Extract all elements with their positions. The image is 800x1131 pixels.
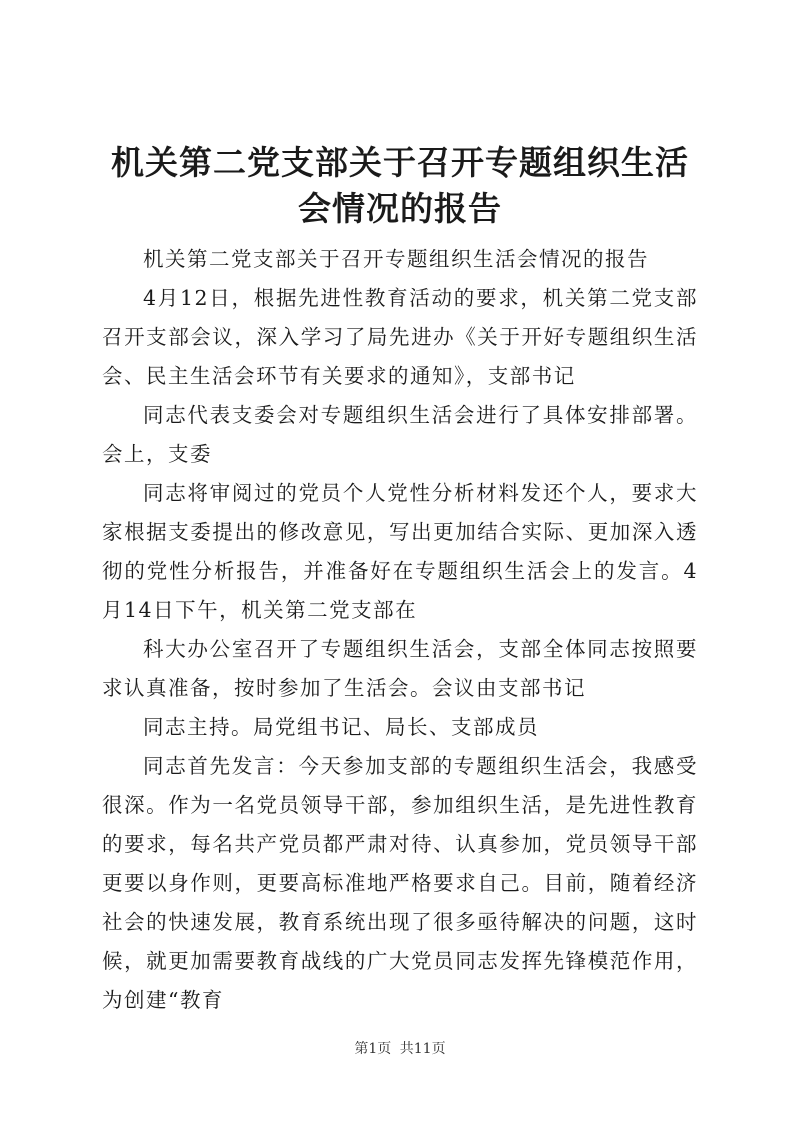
paragraph: 同志代表支委会对专题组织生活会进行了具体安排部署。会上，支委 <box>102 403 698 466</box>
document-body <box>102 240 698 1020</box>
paragraph: 科大办公室召开了专题组织生活会，支部全体同志按照要求认真准备，按时参加了生活会。会议由支部书记 <box>102 637 698 700</box>
document-title: 机关第二党支部关于召开专题组织生活会情况的报告 <box>111 143 689 228</box>
paragraph: 同志首先发言：今天参加支部的专题组织生活会，我感受很深。作为一名党员领导干部，参加组织生活，是先进性教育的要求，每名共产党员都严肃对待、认真参加，党员领导干部更要以身作则，更要高标准地严格要求自己。目前，随着经济社会的快速发展，教育系统出现了很多亟待解决的问题，这时候，就更加需要教育战线的广大党员同志发挥先锋模范作用，为创建“教育 <box>102 754 698 1012</box>
paragraph: 机关第二党支部关于召开专题组织生活会情况的报告 <box>143 247 649 271</box>
page-footer <box>0 1038 800 1058</box>
page-number: 第1页 <box>354 1041 392 1057</box>
paragraph: 同志主持。局党组书记、局长、支部成员 <box>143 715 539 739</box>
paragraph: 4月12日，根据先进性教育活动的要求，机关第二党支部召开支部会议，深入学习了局先进办《关于开好专题组织生活会、民主生活会环节有关要求的通知》，支部书记 <box>102 286 698 388</box>
paragraph: 同志将审阅过的党员个人党性分析材料发还个人，要求大家根据支委提出的修改意见，写出更加结合实际、更加深入透彻的党性分析报告，并准备好在专题组织生活会上的发言。4月14日下午，机关第二党支部在 <box>102 481 698 622</box>
total-pages: 共11页 <box>399 1041 446 1057</box>
